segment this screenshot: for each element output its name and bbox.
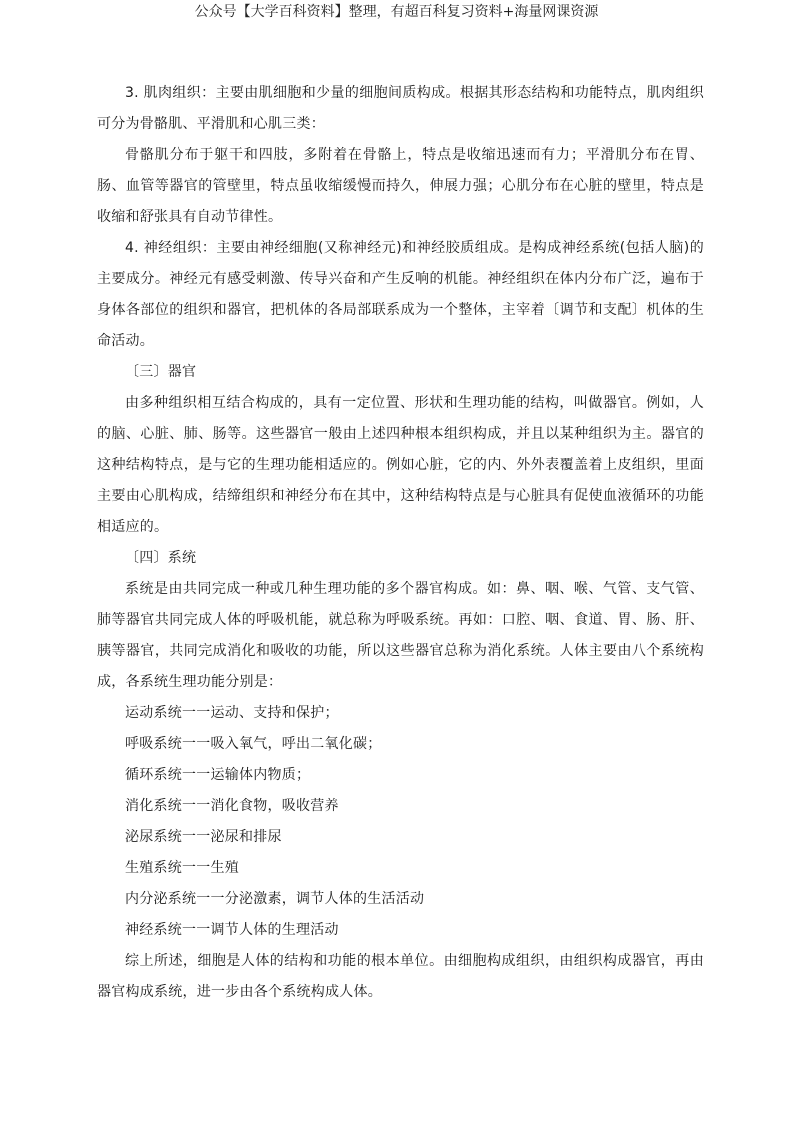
list-item: 内分泌系统一一分泌激素，调节人体的生活活动 (125, 891, 425, 907)
list-item: 呼吸系统一一吸入氧气，呼出二氧化碳； (125, 736, 382, 752)
systems-list (97, 698, 704, 946)
paragraph-system: 系统是由共同完成一种或几种生理功能的多个器官构成。如：鼻、咽、喉、气管、支气管、肺等器官共同完成人体的呼吸机能，就总称为呼吸系统。再如：口腔、咽、食道、胃、肠、肝、胰等器官，共同完成消化和吸收的功能，所以这些器官总称为消化系统。人体主要由八个系统构成，各系统生理功能分别是： (97, 581, 704, 690)
paragraph-organ: 由多种组织相互结合构成的，具有一定位置、形状和生理功能的结构，叫做器官。例如，人的脑、心脏、肺、肠等。这些器官一般由上述四种根本组织构成，并且以某种组织为主。器官的这种结构特点，是与它的生理功能相适应的。例如心脏，它的内、外外表覆盖着上皮组织，里面主要由心肌构成，结缔组织和神经分布在其中，这种结构特点是与心脏具有促使血液循环的功能相适应的。 (97, 395, 704, 535)
paragraph-nerve-tissue: 4. 神经组织：主要由神经细胞(又称神经元)和神经胶质组成。是构成神经系统(包括人脑)的主要成分。神经元有感受刺激、传导兴奋和产生反响的机能。神经组织在体内分布广泛，遍布于身体各部位的组织和器官，把机体的各局部联系成为一个整体，主宰着〔调节和支配〕机体的生命活动。 (97, 240, 704, 349)
list-item: 生殖系统一一生殖 (125, 860, 239, 876)
paragraph-muscle-tissue: 3. 肌肉组织：主要由肌细胞和少量的细胞间质构成。根据其形态结构和功能特点，肌肉组织可分为骨骼肌、平滑肌和心肌三类： (97, 85, 704, 132)
list-item: 循环系统一一运输体内物质； (125, 767, 311, 783)
list-item: 消化系统一一消化食物，吸收营养 (125, 798, 339, 814)
page-header: 公众号【大学百科资料】整理，有超百科复习资料+海量网课资源 (194, 4, 599, 20)
list-item: 泌尿系统一一泌尿和排尿 (125, 829, 282, 845)
section-heading-organ: 〔三〕器官 (125, 364, 197, 380)
paragraph-summary: 综上所述，细胞是人体的结构和功能的根本单位。由细胞构成组织，由组织构成器官，再由器官构成系统，进一步由各个系统构成人体。 (97, 953, 704, 1000)
paragraph-muscle-types: 骨骼肌分布于躯干和四肢，多附着在骨骼上，特点是收缩迅速而有力；平滑肌分布在胃、肠、血管等器官的管壁里，特点虽收缩缓慢而持久，伸展力强；心肌分布在心脏的壁里，特点是收缩和舒张具有自动节律性。 (97, 147, 704, 225)
list-item: 运动系统一一运动、支持和保护； (125, 705, 339, 721)
document-body (97, 78, 704, 1008)
section-heading-system: 〔四〕系统 (125, 550, 197, 566)
list-item: 神经系统一一调节人体的生理活动 (125, 922, 339, 938)
